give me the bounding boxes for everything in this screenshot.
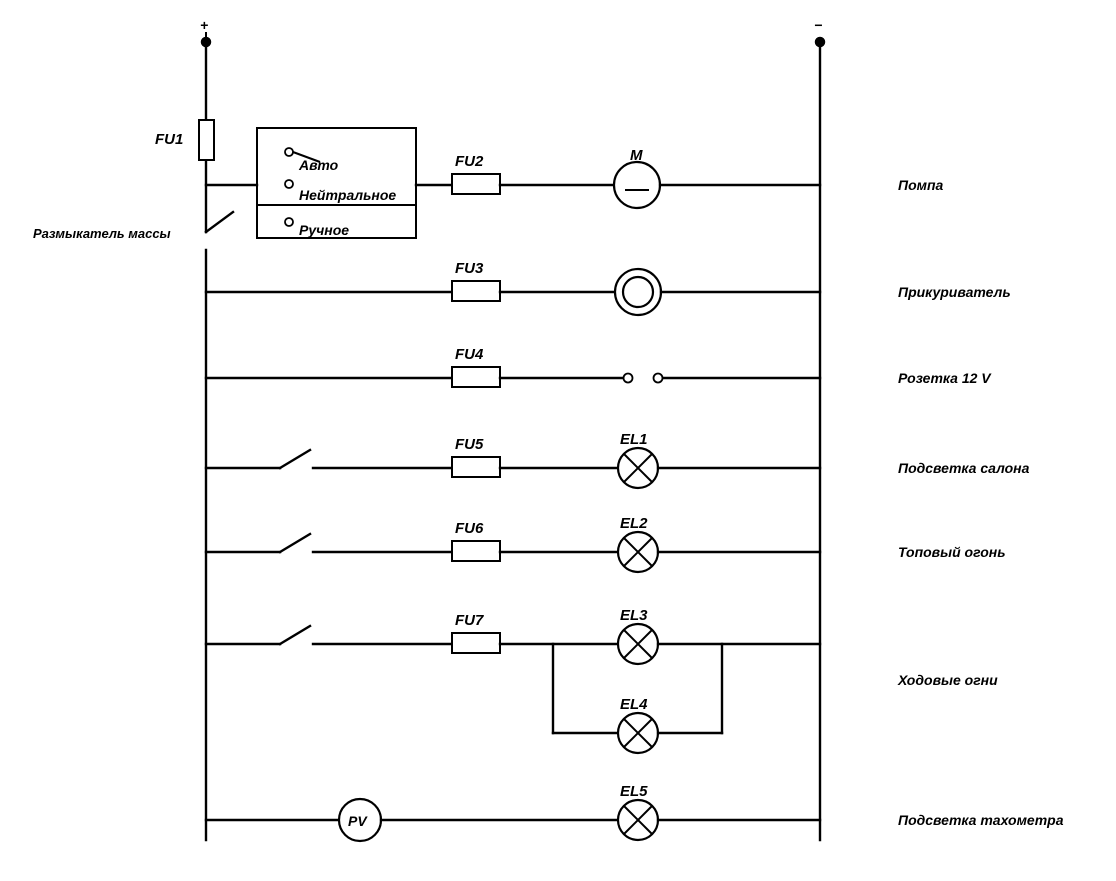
- mode-option-auto[interactable]: Авто: [299, 157, 339, 173]
- branch-cabin-light: [206, 431, 1030, 488]
- branch-cigarette-lighter: [206, 260, 1011, 315]
- branch-label-pump: Помпа: [898, 177, 944, 193]
- motor-symbol-label: M: [630, 147, 643, 164]
- mass-switch-label: Размыкатель массы: [33, 226, 171, 241]
- branch-tachometer-light: [206, 783, 1064, 841]
- lamp-el4-label: EL4: [620, 696, 648, 713]
- fuse-fu6-label: FU6: [455, 520, 484, 537]
- lamp-el3-label: EL3: [620, 607, 648, 624]
- fuse-fu3-label: FU3: [455, 260, 484, 277]
- branch-label-top-light: Топовый огонь: [898, 544, 1006, 560]
- mode-selector[interactable]: [257, 128, 416, 238]
- mode-option-manual[interactable]: Ручное: [299, 222, 350, 238]
- branch-label-running-lights: Ходовые огни: [898, 672, 998, 688]
- fuse-fu2-label: FU2: [455, 153, 484, 170]
- lamp-el5-label: EL5: [620, 783, 648, 800]
- voltmeter-pv-label: PV: [348, 813, 367, 829]
- lamp-el2-label: EL2: [620, 515, 648, 532]
- fuse-fu4-label: FU4: [455, 346, 484, 363]
- lamp-el1-label: EL1: [620, 431, 648, 448]
- negative-marker: −: [814, 17, 823, 33]
- branch-running-lights: [206, 607, 998, 753]
- mode-option-neutral[interactable]: Нейтральное: [299, 187, 397, 203]
- fuse-fu1: [155, 120, 214, 160]
- mass-disconnect-switch[interactable]: [33, 212, 233, 241]
- branch-socket-12v: [206, 346, 992, 387]
- fuse-fu7-label: FU7: [455, 612, 484, 629]
- positive-marker: +: [200, 17, 209, 33]
- branch-label-cabin-light: Подсветка салона: [898, 460, 1030, 476]
- negative-rail: [816, 38, 825, 841]
- branch-label-socket-12v: Розетка 12 V: [898, 370, 991, 386]
- branch-top-light: [206, 515, 1006, 572]
- fuse-fu1-label: FU1: [155, 131, 184, 148]
- branch-label-tachometer-light: Подсветка тахометра: [898, 812, 1064, 828]
- fuse-fu5-label: FU5: [455, 436, 484, 453]
- branch-label-cigarette-lighter: Прикуриватель: [898, 284, 1011, 300]
